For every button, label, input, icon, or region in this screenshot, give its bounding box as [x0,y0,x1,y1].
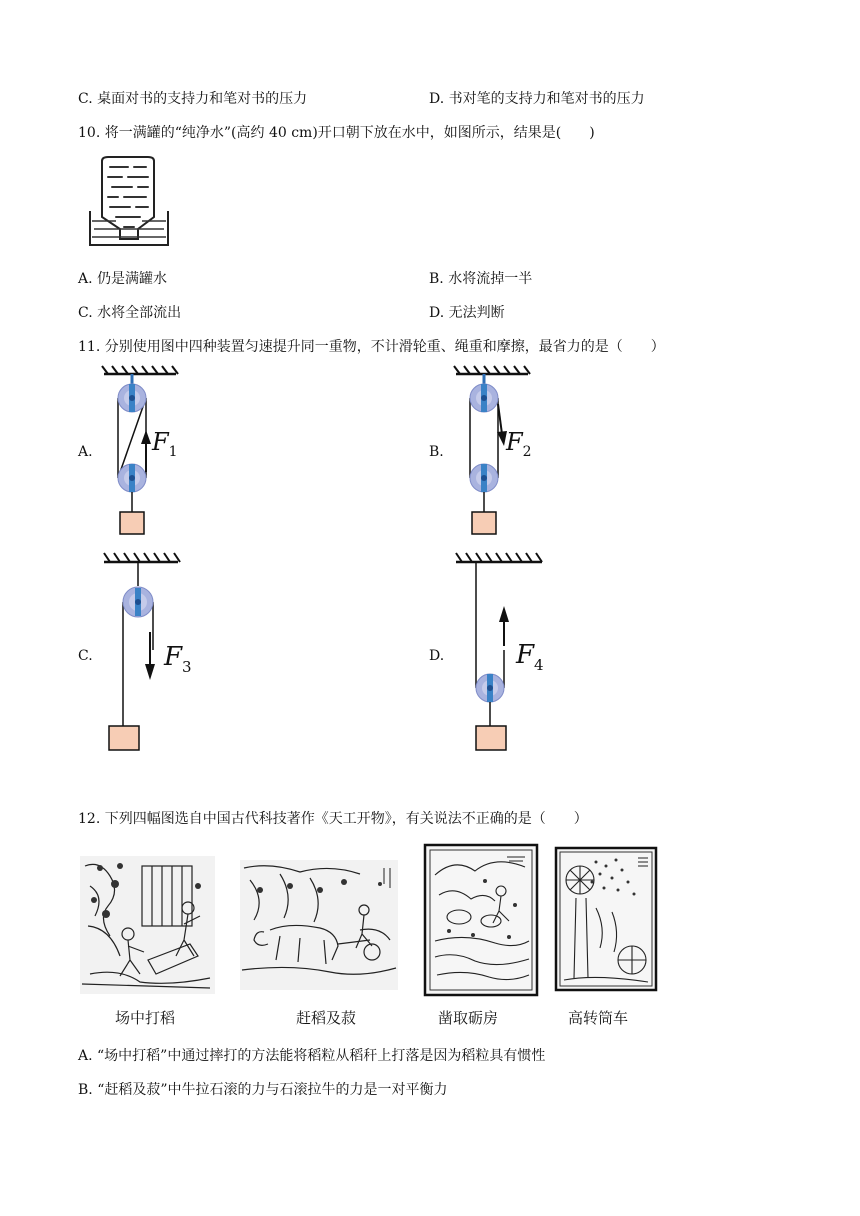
water-bottle-figure [88,155,170,247]
force-subscript-3: 3 [182,658,192,676]
force-subscript-4: 4 [534,656,544,674]
caption-waterwheel: 高转筒车 [568,1009,629,1027]
woodcut-ox-roller-image [240,860,398,990]
q10-stem: 10. 将一满罐的“纯净水”(高约 40 cm)开口朝下放在水中，如图所示，结果是( ) [78,125,595,141]
q11-label-d: D. [429,648,445,664]
force-label-f3: F [164,642,183,672]
woodcut-threshing-image [80,856,215,994]
movable-pulley [118,464,146,492]
q10-option-a: A. 仍是满罐水 [78,271,168,287]
q11-label-b: B. [429,444,444,460]
q10-option-d: D. 无法判断 [429,305,505,321]
pulley-diagram-a [96,364,206,539]
caption-ox-roller: 赶稻及菽 [296,1009,357,1027]
q12-stem: 12. 下列四幅图选自中国古代科技著作《天工开物》，有关说法不正确的是（ ） [78,811,588,827]
q12-option-a: A. “场中打稻”中通过摔打的方法能将稻粒从稻秆上打落是因为稻粒具有惯性 [78,1048,546,1064]
q10-option-b: B. 水将流掉一半 [429,271,533,287]
q11-stem: 11. 分别使用图中四种装置匀速提升同一重物，不计滑轮重、绳重和摩擦，最省力的是（ ） [78,339,665,355]
q9-option-c: C. 桌面对书的支持力和笔对书的压力 [78,91,308,107]
force-label-f1: F [152,428,169,456]
pulley-diagram-c [100,550,210,755]
q11-label-a: A. [78,444,93,460]
caption-threshing: 场中打稻 [115,1009,176,1027]
force-label-f4: F [516,640,535,670]
q12-option-b: B. “赶稻及菽”中牛拉石滚的力与石滚拉牛的力是一对平衡力 [78,1082,448,1098]
pulley-diagram-b [448,364,558,539]
pulley-diagram-d [452,550,562,755]
caption-oyster: 凿取砺房 [438,1009,499,1027]
load-block [120,512,144,534]
fixed-pulley [118,384,146,412]
force-subscript-2: 2 [522,444,532,460]
q9-option-d: D. 书对笔的支持力和笔对书的压力 [429,91,645,107]
force-subscript-1: 1 [168,444,178,460]
q11-label-c: C. [78,648,93,664]
force-label-f2: F [506,428,523,456]
woodcut-oyster-image [425,845,537,995]
q10-option-c: C. 水将全部流出 [78,305,182,321]
woodcut-waterwheel-image [556,848,656,990]
